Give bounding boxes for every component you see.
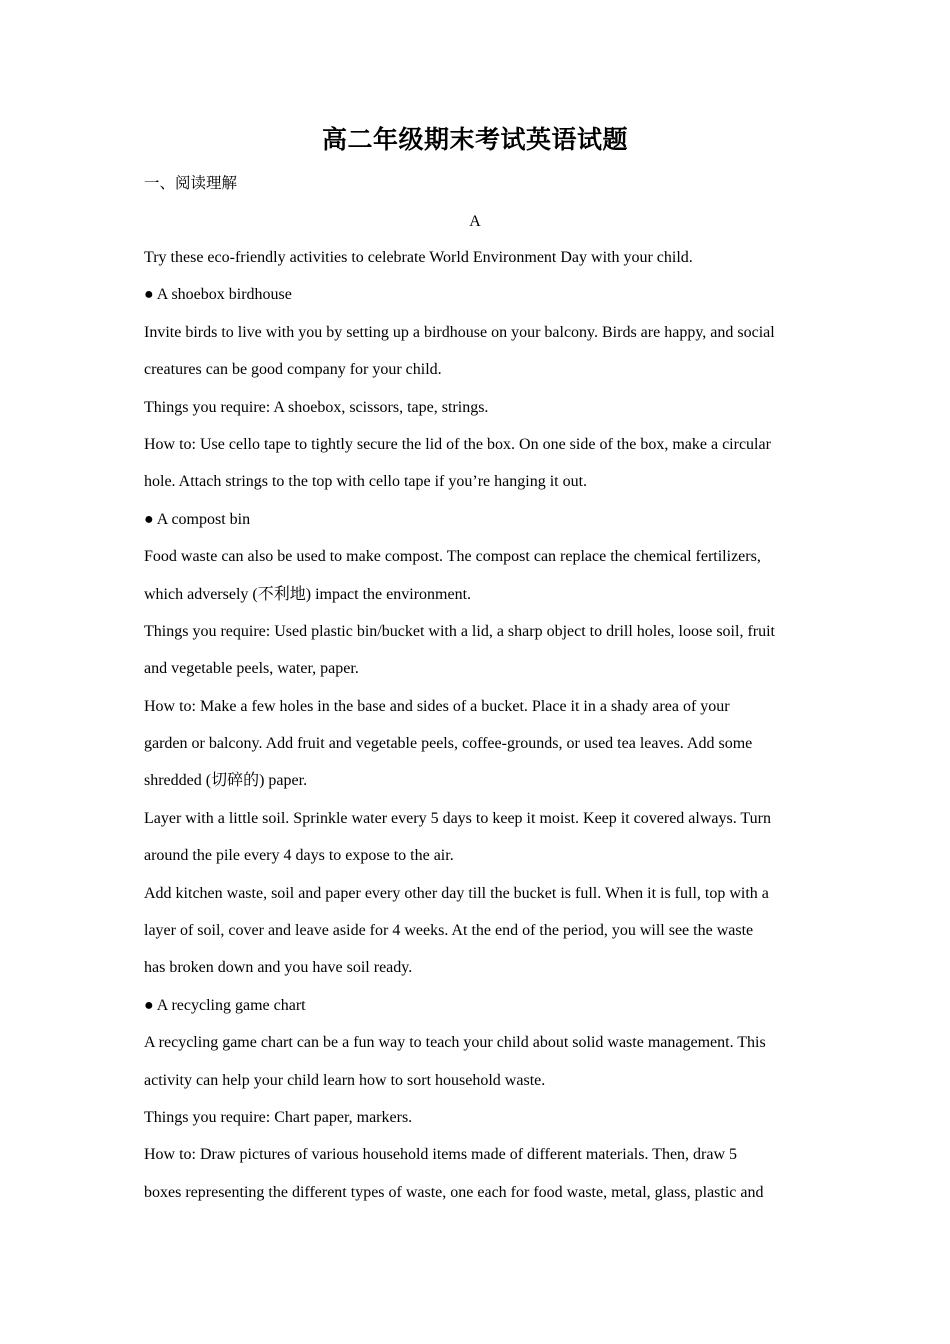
text-line: activity can help your child learn how to sort household waste. — [144, 1071, 546, 1089]
page-title: 高二年级期末考试英语试题 — [321, 125, 628, 154]
text-line: creatures can be good company for your child. — [144, 361, 442, 379]
text-line: and vegetable peels, water, paper. — [144, 660, 359, 678]
text-line: How to: Draw pictures of various household items made of different materials. Then, draw 5 — [144, 1146, 738, 1164]
bullet-heading-birdhouse: ● A shoebox birdhouse — [144, 286, 292, 304]
text-line: hole. Attach strings to the top with cello tape if you’re hanging it out. — [144, 473, 588, 491]
text-line: Food waste can also be used to make compost. The compost can replace the chemical fertilizers, — [144, 548, 761, 566]
passage-body — [144, 247, 812, 1219]
text-line: which adversely (不利地) impact the environment. — [144, 585, 472, 603]
text-line: Try these eco-friendly activities to celebrate World Environment Day with your child. — [144, 249, 693, 266]
text-line: has broken down and you have soil ready. — [144, 959, 413, 977]
text-line: Things you require: Used plastic bin/bucket with a lid, a sharp object to drill holes, loose soil, fruit — [144, 622, 775, 640]
text-line: Layer with a little soil. Sprinkle water every 5 days to keep it moist. Keep it covered always. Turn — [144, 809, 771, 827]
text-line: How to: Make a few holes in the base and sides of a bucket. Place it in a shady area of your — [144, 697, 730, 715]
text-line: garden or balcony. Add fruit and vegetable peels, coffee-grounds, or used tea leaves. Add some — [144, 735, 753, 753]
text-line: Things you require: A shoebox, scissors, tape, strings. — [144, 398, 489, 416]
text-line: boxes representing the different types of waste, one each for food waste, metal, glass, plastic and — [144, 1183, 764, 1201]
text-line: shredded (切碎的) paper. — [144, 772, 308, 790]
text-line: layer of soil, cover and leave aside for 4 weeks. At the end of the period, you will see the waste — [144, 922, 754, 940]
passage-label: A — [469, 213, 481, 230]
text-line: around the pile every 4 days to expose to the air. — [144, 847, 454, 865]
text-line: Add kitchen waste, soil and paper every other day till the bucket is full. When it is full, top with a — [144, 884, 769, 902]
text-line: Invite birds to live with you by setting up a birdhouse on your balcony. Birds are happy, and social — [144, 323, 775, 341]
text-line: Things you require: Chart paper, markers. — [144, 1108, 413, 1126]
text-line: A recycling game chart can be a fun way to teach your child about solid waste management. This — [144, 1034, 766, 1052]
section-heading: 一、阅读理解 — [144, 174, 238, 192]
bullet-heading-recycling: ● A recycling game chart — [144, 996, 306, 1014]
text-line: How to: Use cello tape to tightly secure the lid of the box. On one side of the box, make a circular — [144, 435, 771, 453]
bullet-heading-compost: ● A compost bin — [144, 510, 251, 528]
